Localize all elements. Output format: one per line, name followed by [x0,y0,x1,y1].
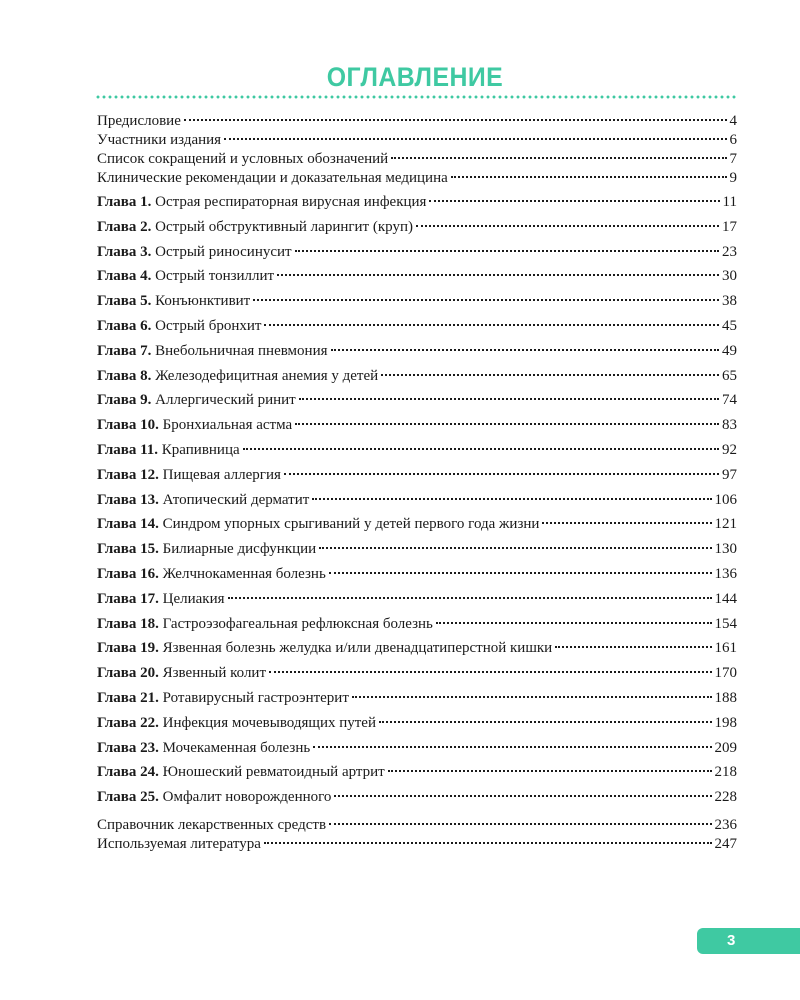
chapter-number: Глава 12. [97,467,159,483]
toc-entry-title [97,390,296,410]
dot-leader [381,373,719,376]
dot-leader [391,156,726,159]
chapter-number: Глава 21. [97,690,159,706]
toc-entry-title [97,589,225,609]
chapter-number: Глава 16. [97,566,159,582]
chapter-number: Глава 22. [97,715,159,731]
page-number: 154 [714,616,737,632]
page-number: 45 [722,318,737,334]
chapter-number: Глава 9. [97,392,152,408]
dot-leader [388,769,712,772]
dot-leader [295,422,719,425]
dot-leader [334,794,711,797]
page-number: 74 [722,392,737,408]
chapter-number: Глава 15. [97,541,159,557]
page-number: 236 [714,817,737,833]
dot-leader [429,199,719,202]
dot-leader [264,841,712,844]
toc-entry[interactable] [97,111,737,131]
toc-entry-title [97,539,316,559]
entry-label: Язвенный колит [162,665,267,681]
entry-label: Юношеский ревматоидный артрит [162,764,385,780]
toc-chapter-entry[interactable] [97,514,737,534]
page-number: 9 [729,170,737,186]
dot-leader [352,695,712,698]
toc-entry-title [97,614,433,634]
entry-label: Острый риносинусит [155,244,292,260]
chapter-number: Глава 19. [97,640,159,656]
toc-entry-title [97,762,385,782]
entry-label: Бронхиальная астма [162,417,293,433]
chapter-number: Глава 14. [97,516,159,532]
chapter-number: Глава 2. [97,219,152,235]
toc-entry[interactable] [97,149,737,169]
toc-entry-title [97,316,261,336]
toc-entry-title [97,242,292,262]
chapter-number: Глава 10. [97,417,159,433]
entry-label: Ротавирусный гастроэнтерит [162,690,349,706]
toc-entry-title [97,130,221,150]
toc-entry-title [97,564,326,584]
toc-entry-title [97,815,326,835]
chapter-number: Глава 1. [97,194,152,210]
page-number: 247 [714,836,737,852]
page-number: 188 [714,690,737,706]
chapter-number: Глава 17. [97,591,159,607]
chapter-number: Глава 20. [97,665,159,681]
entry-label: Желчнокаменная болезнь [162,566,326,582]
entry-label: Железодефицитная анемия у детей [155,368,379,384]
dot-leader [269,670,711,673]
entry-label: Справочник лекарственных средств [97,817,327,833]
dot-leader [299,397,719,400]
entry-label: Клинические рекомендации и доказательная медицина [97,170,448,186]
dot-leader [295,249,719,252]
entry-label: Острый бронхит [155,318,262,334]
page-number: 228 [714,789,737,805]
entry-label: Инфекция мочевыводящих путей [162,715,376,731]
entry-label: Предисловие [97,113,181,129]
toc-entry-title [97,415,292,435]
page-number: 130 [714,541,737,557]
toc-entry-title [97,266,274,286]
page-number: 106 [714,492,737,508]
toc-entry-title [97,688,349,708]
dot-leader [284,472,719,475]
entry-label: Мочекаменная болезнь [162,740,311,756]
page-number: 161 [714,640,737,656]
entry-label: Гастроэзофагеальная рефлюксная болезнь [162,616,433,632]
page-number: 23 [722,244,737,260]
dot-leader [253,298,719,301]
page-number: 30 [722,268,737,284]
entry-label: Конъюнктивит [155,293,251,309]
chapter-number: Глава 4. [97,268,152,284]
page-number: 209 [714,740,737,756]
entry-label: Крапивница [161,442,240,458]
toc-chapter-entry[interactable] [97,638,737,658]
entry-label: Омфалит новорожденного [162,789,332,805]
toc-entry-title [97,738,310,758]
entry-label: Участники издания [97,132,222,148]
page-number: 144 [714,591,737,607]
toc-entry-title [97,366,378,386]
toc-chapter-entry[interactable] [97,366,737,386]
toc-chapter-entry[interactable] [97,663,737,683]
toc-entry-title [97,663,266,683]
toc-chapter-entry[interactable] [97,440,737,460]
toc-entry-title [97,787,331,807]
dot-leader [416,224,719,227]
page-number: 136 [714,566,737,582]
entry-label: Билиарные дисфункции [162,541,317,557]
entry-label: Пищевая аллергия [162,467,281,483]
toc-entry-title [97,111,181,131]
page-number: 11 [722,194,737,210]
chapter-number: Глава 5. [97,293,152,309]
page-number: 198 [714,715,737,731]
dot-leader [228,596,712,599]
entry-label: Острая респираторная вирусная инфекция [155,194,427,210]
toc-chapter-entry[interactable] [97,242,737,262]
toc-chapter-entry[interactable] [97,564,737,584]
chapter-number: Глава 18. [97,616,159,632]
toc-chapter-entry[interactable] [97,787,737,807]
toc-chapter-entry[interactable] [97,341,737,361]
toc-entry-title [97,440,240,460]
dot-leader [379,720,712,723]
page-number: 38 [722,293,737,309]
toc-chapter-entry[interactable] [97,490,737,510]
chapter-number: Глава 13. [97,492,159,508]
page-number: 83 [722,417,737,433]
toc-entry[interactable] [97,130,737,150]
dot-leader [277,273,719,276]
page-number: 49 [722,343,737,359]
toc-chapter-entry[interactable] [97,539,737,559]
page-number: 92 [722,442,737,458]
title-dotted-divider [95,95,737,99]
entry-label: Внебольничная пневмония [155,343,328,359]
page-title: ОГЛАВЛЕНИЕ [326,62,504,92]
chapter-number: Глава 6. [97,318,152,334]
entry-label: Атопический дерматит [162,492,310,508]
page-number: 17 [722,219,737,235]
page-number: 97 [722,467,737,483]
entry-label: Синдром упорных срыгиваний у детей первого года жизни [162,516,540,532]
toc-chapter-entry[interactable] [97,738,737,758]
toc-entry-title [97,638,552,658]
page-number: 4 [729,113,737,129]
page-number: 121 [714,516,737,532]
toc-entry-title [97,341,328,361]
chapter-number: Глава 24. [97,764,159,780]
entry-label: Острый обструктивный ларингит (круп) [155,219,413,235]
toc-entry-title [97,192,426,212]
toc-entry[interactable] [97,815,737,835]
dot-leader [331,348,720,351]
toc-entry-title [97,834,261,854]
dot-leader [451,175,727,178]
dot-leader [312,497,711,500]
toc-chapter-entry[interactable] [97,390,737,410]
dot-leader [329,822,711,825]
toc-entry-title [97,168,448,188]
entry-label: Острый тонзиллит [155,268,275,284]
toc-entry-title [97,490,309,510]
toc-chapter-entry[interactable] [97,614,737,634]
page-number: 65 [722,368,737,384]
dot-leader [542,521,711,524]
entry-label: Язвенная болезнь желудка и/или двенадцатиперстной кишки [162,640,553,656]
toc-chapter-entry[interactable] [97,291,737,311]
page-number: 7 [729,151,737,167]
chapter-number: Глава 3. [97,244,152,260]
toc-chapter-entry[interactable] [97,217,737,237]
page-number: 6 [729,132,737,148]
toc-chapter-entry[interactable] [97,762,737,782]
dot-leader [436,621,712,624]
page-number: 170 [714,665,737,681]
toc-chapter-entry[interactable] [97,316,737,336]
entry-label: Аллергический ринит [155,392,296,408]
toc-chapter-entry[interactable] [97,192,737,212]
toc-entry-title [97,217,413,237]
chapter-number: Глава 25. [97,789,159,805]
toc-entry-title [97,514,539,534]
page-number-tab: 3 [697,928,800,954]
dot-leader [555,645,711,648]
dot-leader [264,323,719,326]
entry-label: Список сокращений и условных обозначений [97,151,389,167]
toc-chapter-entry[interactable] [97,589,737,609]
entry-label: Целиакия [162,591,225,607]
dot-leader [184,118,727,121]
toc-chapter-entry[interactable] [97,415,737,435]
dot-leader [329,571,712,574]
toc-entry-title [97,291,250,311]
page-number: 218 [714,764,737,780]
dot-leader [243,447,719,450]
chapter-number: Глава 8. [97,368,152,384]
toc-chapter-entry[interactable] [97,266,737,286]
toc-entry[interactable] [97,168,737,188]
toc-entry-title [97,713,376,733]
toc-entry-title [97,465,281,485]
entry-label: Используемая литература [97,836,261,852]
dot-leader [319,546,711,549]
toc-entry-title [97,149,388,169]
toc-chapter-entry[interactable] [97,713,737,733]
chapter-number: Глава 23. [97,740,159,756]
toc-chapter-entry[interactable] [97,465,737,485]
dot-leader [224,137,726,140]
chapter-number: Глава 7. [97,343,152,359]
dot-leader [313,745,711,748]
chapter-number: Глава 11. [97,442,159,458]
toc-entry[interactable] [97,834,737,854]
toc-chapter-entry[interactable] [97,688,737,708]
